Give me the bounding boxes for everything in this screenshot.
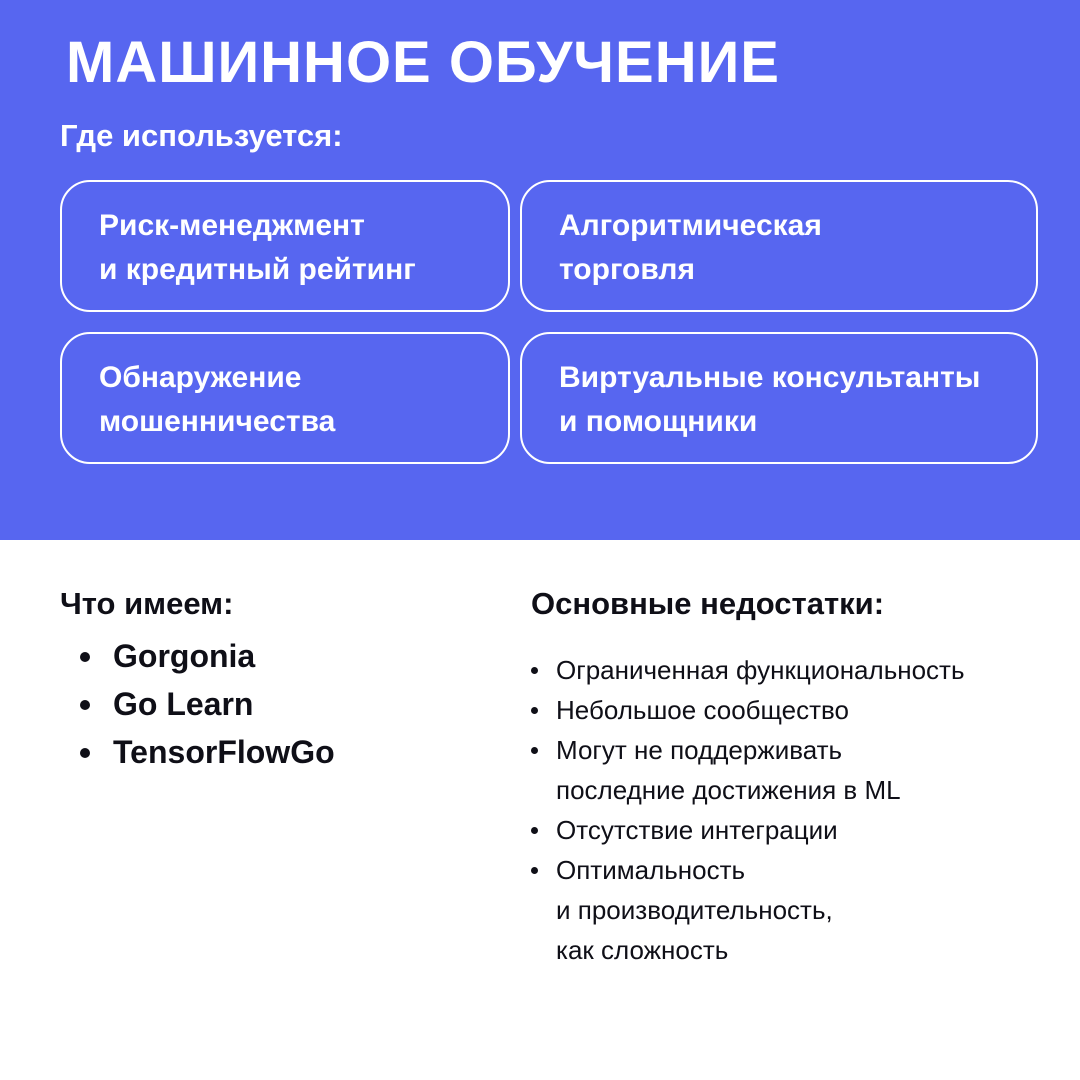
bullet-icon [531, 867, 538, 874]
usage-card-risk-management: Риск-менеджмент и кредитный рейтинг [60, 180, 510, 312]
list-item-label: TensorFlowGo [113, 734, 335, 770]
list-item [60, 632, 480, 680]
list-item-label: Отсутствие интеграции [556, 815, 838, 845]
page-title: МАШИННОЕ ОБУЧЕНИЕ [66, 30, 780, 95]
usage-card-virtual-assistants: Виртуальные консультанты и помощники [520, 332, 1038, 464]
list-item [531, 650, 1061, 690]
list-item-label: Оптимальность и производительность, как сложность [556, 855, 833, 965]
list-item [531, 810, 1061, 850]
usage-card-fraud-detection: Обнаружение мошенничества [60, 332, 510, 464]
list-item [531, 850, 1061, 970]
bullet-icon [531, 747, 538, 754]
usage-card-algorithmic-trading: Алгоритмическая торговля [520, 180, 1038, 312]
cons-list [531, 650, 1061, 970]
bullet-icon [80, 652, 90, 662]
cons-heading: Основные недостатки: [531, 586, 885, 621]
list-item [531, 730, 1061, 810]
usage-heading: Где используется: [60, 118, 343, 153]
list-item [531, 690, 1061, 730]
list-item-label: Небольшое сообщество [556, 695, 849, 725]
list-item [60, 680, 480, 728]
bullet-icon [531, 707, 538, 714]
bullet-icon [80, 700, 90, 710]
list-item-label: Gorgonia [113, 638, 256, 674]
have-section [60, 584, 480, 776]
bullet-icon [531, 667, 538, 674]
list-item-label: Ограниченная функциональность [556, 655, 965, 685]
list-item [60, 728, 480, 776]
bullet-icon [531, 827, 538, 834]
have-heading: Что имеем: [60, 586, 234, 621]
bullet-icon [80, 748, 90, 758]
list-item-label: Могут не поддерживать последние достижения в ML [556, 735, 901, 805]
have-list [60, 632, 480, 776]
cons-section [531, 584, 1061, 970]
list-item-label: Go Learn [113, 686, 254, 722]
